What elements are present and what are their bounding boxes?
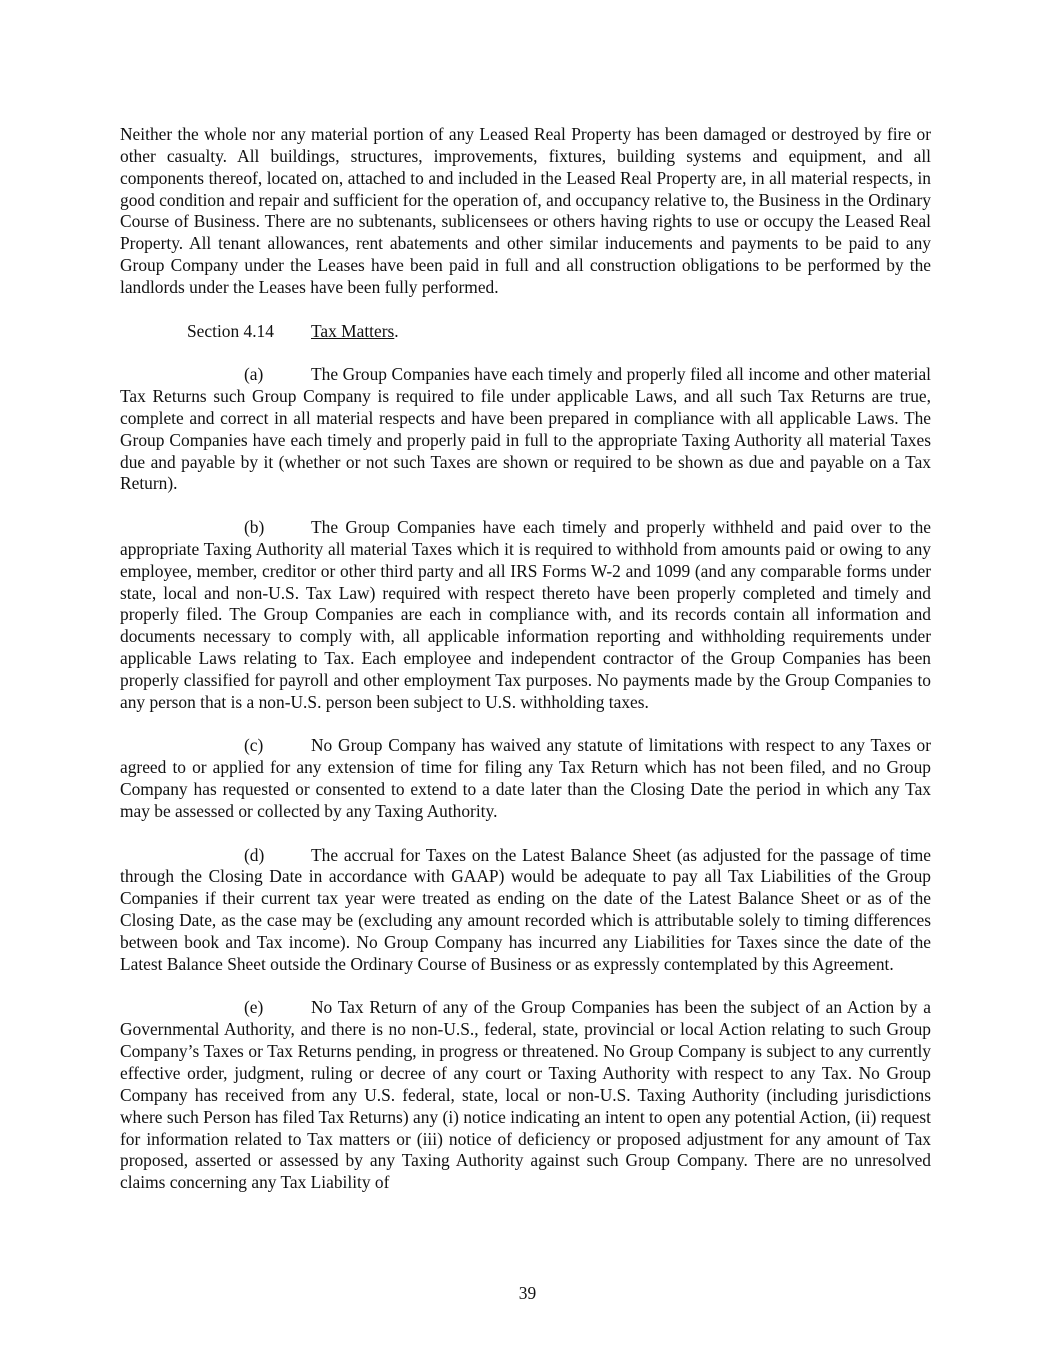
- subsection-c: [120, 735, 931, 822]
- subsection-label: (e): [244, 997, 264, 1018]
- intro-paragraph: Neither the whole nor any material portion of any Leased Real Property has been damaged or destroyed by fire or other casualty. All buildings, structures, improvements, fixtures, building systems and equipment, and all components thereof, located on, attached to and included in the Leased Real Property are, in all material respects, in good condition and repair and sufficient for the operation of, and occupancy relative to, the Business in the Ordinary Course of Business. There are no subtenants, sublicensees or others having rights to use or occupy the Leased Real Property. All tenant allowances, rent abatements and other similar inducements and payments to be paid to any Group Company under the Leases have been paid in full and all construction obligations to be performed by the landlords under the Leases have been fully performed.: [120, 124, 931, 297]
- subsection-text: No Tax Return of any of the Group Companies has been the subject of an Action by a Governmental Authority, and there is no non-U.S., federal, state, provincial or local Action relating to such Group Company’s Taxes or Tax Returns pending, in progress or threatened. No Group Company is subject to any currently effective order, judgment, ruling or decree of any court or Taxing Authority with respect to any Tax. No Group Company has received from any U.S. federal, state, local or non-U.S. Taxing Authority (including jurisdictions where such Person has filed Tax Returns) any (i) notice indicating an intent to open any potential Action, (ii) request for information related to Tax matters or (iii) notice of deficiency or proposed adjustment for any amount of Tax proposed, asserted or assessed by any Taxing Authority against such Group Company. There are no unresolved claims concerning any Tax Liability of: [120, 997, 931, 1193]
- subsection-e: [120, 997, 931, 1194]
- subsection-text: The Group Companies have each timely and properly filed all income and other material Tax Returns such Group Company is required to file under applicable Laws, and all such Tax Returns are true, complete and correct in all material respects and have been prepared in compliance with all applicable Laws. The Group Companies have each timely and properly paid in full to the appropriate Taxing Authority all material Taxes due and payable by it (whether or not such Taxes are shown or required to be shown as due and payable on a Tax Return).: [120, 364, 931, 494]
- subsection-label: (d): [244, 844, 265, 865]
- subsection-text: The Group Companies have each timely and properly withheld and paid over to the appropriate Taxing Authority all material Taxes which it is required to withhold from amounts paid or owing to any employee, member, creditor or other third party and all IRS Forms W-2 and 1099 (and any comparable forms under state, local and non-U.S. Tax Law) required with respect thereto have been properly completed and timely and properly filed. The Group Companies are each in compliance with, and its records contain all information and documents necessary to comply with, all applicable information reporting and withholding requirements under applicable Laws relating to Tax. Each employee and independent contractor of the Group Companies has been properly classified for payroll and other employment Tax purposes. No payments made by the Group Companies to any person that is a non-U.S. person been subject to U.S. withholding taxes.: [120, 517, 931, 712]
- page-number: 39: [518, 1283, 537, 1303]
- subsection-text: The accrual for Taxes on the Latest Balance Sheet (as adjusted for the passage of time through the Closing Date in accordance with GAAP) would be adequate to pay all Tax Liabilities of the Group Companies if their current tax year were treated as ending on the date of the Latest Balance Sheet or as of the Closing Date, as the case may be (excluding any amount recorded which is attributable solely to timing differences between book and Tax income). No Group Company has incurred any Liabilities for Taxes since the date of the Latest Balance Sheet outside the Ordinary Course of Business or as expressly contemplated by this Agreement.: [120, 844, 931, 974]
- subsection-label: (c): [244, 735, 264, 756]
- subsection-text: No Group Company has waived any statute of limitations with respect to any Taxes or agreed to or applied for any extension of time for filing any Tax Return which has not been filed, and no Group Company has requested or consented to extend to a date later than the Closing Date the period in which any Tax may be assessed or collected by any Taxing Authority.: [120, 735, 931, 821]
- subsection-b: [120, 517, 931, 714]
- subsection-label: (b): [244, 517, 265, 538]
- section-number: Section 4.14: [187, 320, 274, 341]
- section-heading: [120, 321, 931, 343]
- subsection-label: (a): [244, 364, 264, 385]
- subsection-d: [120, 845, 931, 976]
- section-title-suffix: .: [394, 320, 399, 341]
- subsection-a: [120, 364, 931, 495]
- section-title: Tax Matters: [311, 320, 395, 341]
- document-page: [120, 124, 931, 1216]
